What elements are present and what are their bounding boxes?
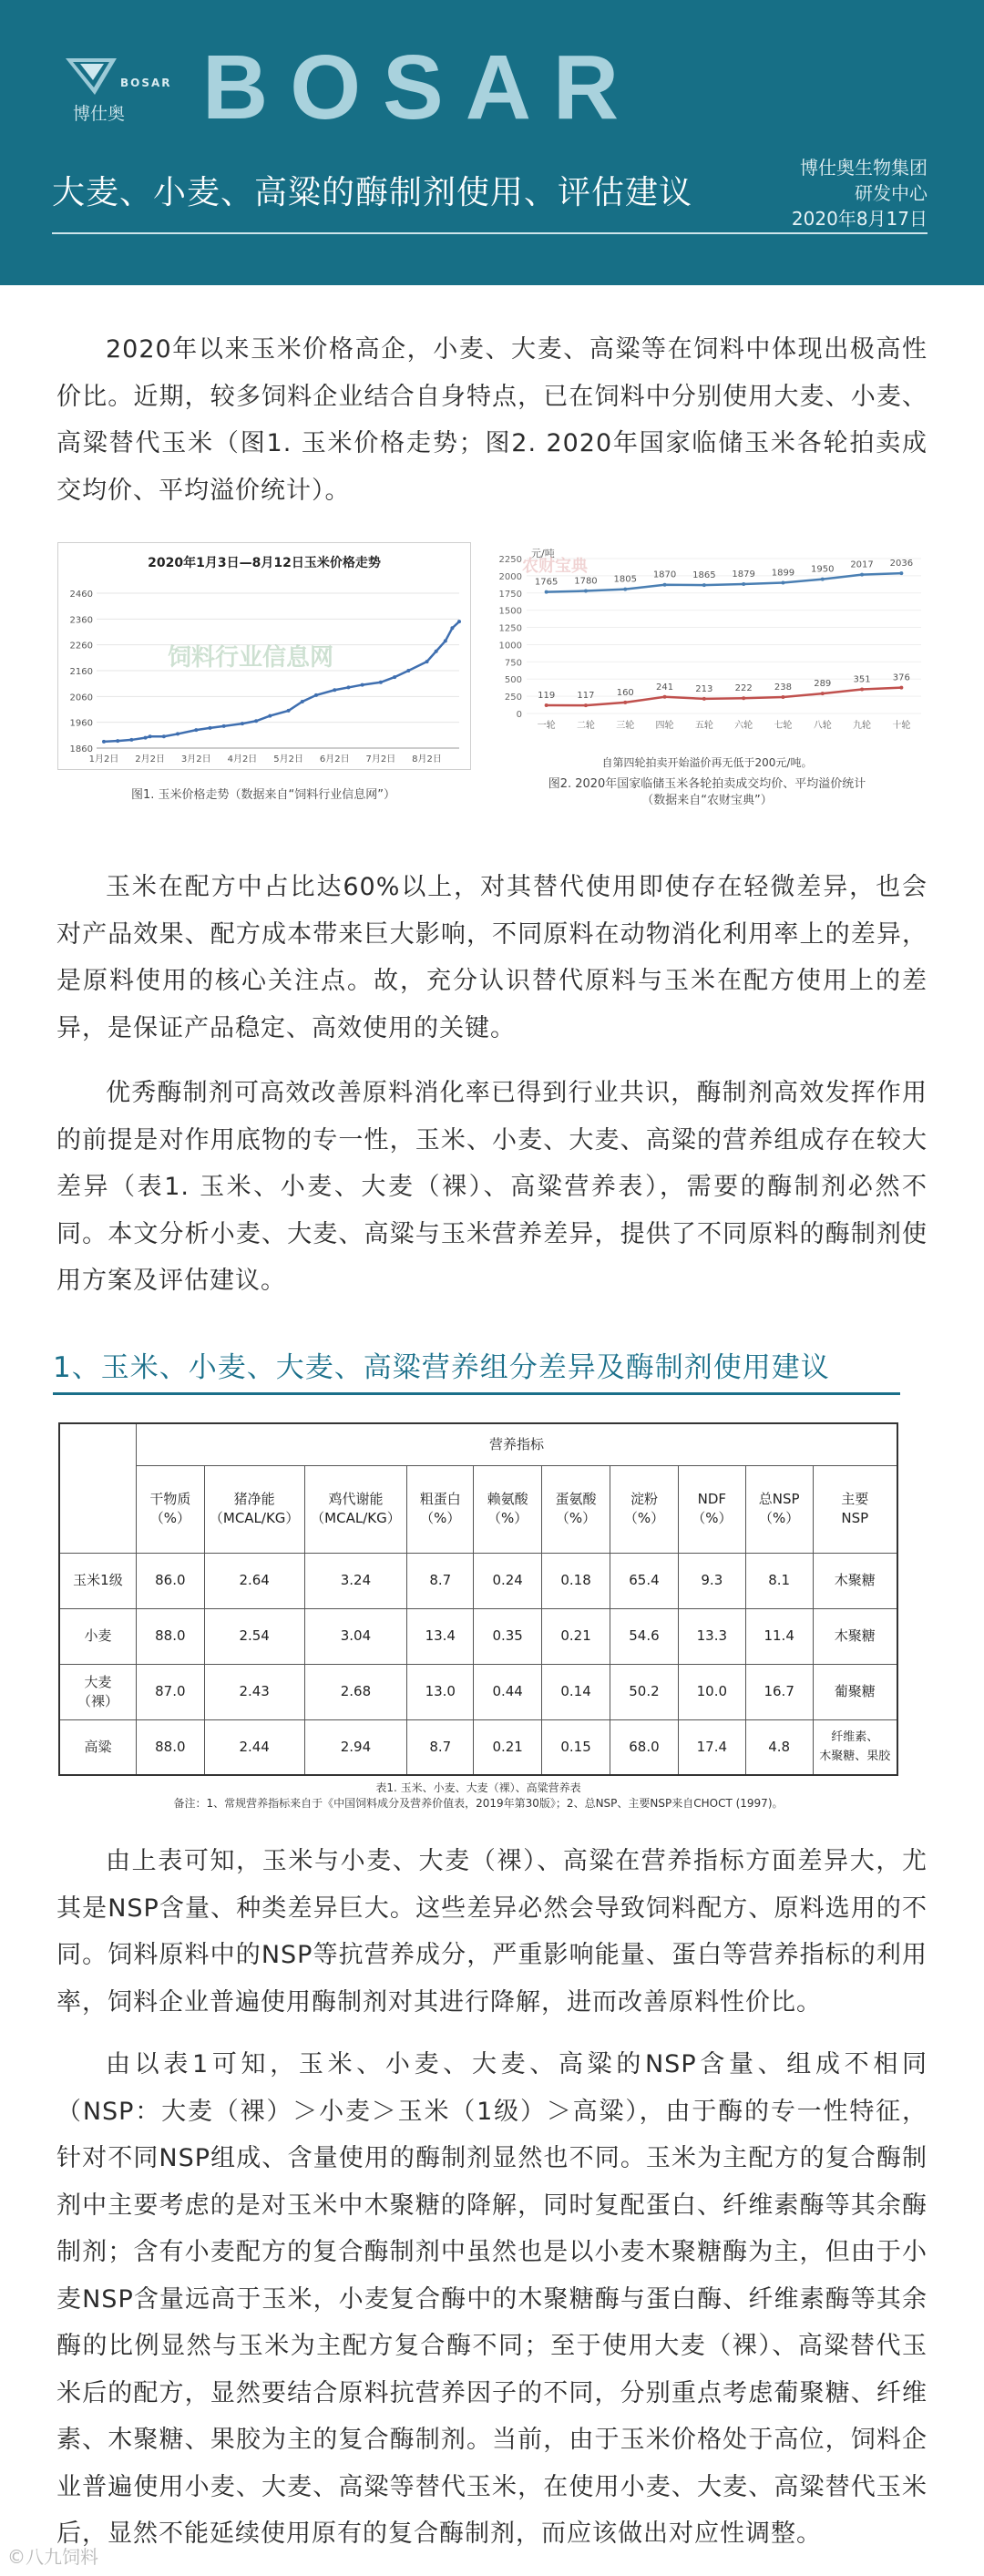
price-point <box>333 688 336 692</box>
brand-wordmark: BOSAR <box>202 36 641 139</box>
table-col-header: 主要 NSP <box>813 1465 897 1553</box>
y-tick-label: 1960 <box>69 718 93 729</box>
table-cell: 纤维素、 木聚糖、果胶 <box>813 1719 897 1775</box>
table-cell: 8.1 <box>745 1553 813 1608</box>
avg-price-point <box>623 588 627 591</box>
header-divider <box>52 232 928 234</box>
table-cell: 木聚糖 <box>813 1608 897 1664</box>
premium-point <box>663 695 667 699</box>
section-1-heading: 1、玉米、小麦、大麦、高粱营养组分差异及酶制剂使用建议 <box>53 1351 830 1384</box>
table-row <box>59 1553 897 1608</box>
table-note: 备注：1、常规营养指标来自于《中国饲料成分及营养价值表，2019年第30版》；2、总NSP、主要NSP来自CHOCT (1997)。 <box>173 1797 784 1810</box>
data-label: 351 <box>853 674 871 685</box>
table-group-header: 营养指标 <box>136 1423 897 1465</box>
org-name: 博仕奥生物集团 <box>800 157 928 179</box>
table-cell: 2.68 <box>304 1664 407 1719</box>
x-tick-label: 五轮 <box>694 721 713 731</box>
y-tick-label: 500 <box>504 675 522 686</box>
table-cell: 87.0 <box>136 1664 204 1719</box>
paragraph-3: 优秀酶制剂可高效改善原料消化率已得到行业共识，酶制剂高效发挥作用的前提是对作用底物的专一性，玉米、小麦、大麦、高粱的营养组成存在较大差异（表1. 玉米、小麦、大麦（裸）、高粱营养表），需要的酶制剂必然不同。本文分析小麦、大麦、高粱与玉米营养差异，提供了不同原料的酶制剂使用方案及评估建议。 <box>56 1079 928 1295</box>
price-point <box>287 709 291 713</box>
data-label: 2017 <box>850 559 874 570</box>
premium-point <box>584 703 588 707</box>
logo-mini-text: BOSAR <box>120 77 172 89</box>
table-row-label: 大麦 （裸） <box>59 1664 136 1719</box>
price-point <box>149 734 152 738</box>
x-tick-label: 十轮 <box>892 721 911 731</box>
table-col-header: 猪净能 （MCAL/KG） <box>204 1465 304 1553</box>
x-tick-label: 三轮 <box>616 721 635 731</box>
table-col-header: 赖氨酸 （%） <box>474 1465 542 1553</box>
table-cell: 88.0 <box>136 1608 204 1664</box>
x-tick-label: 六轮 <box>734 721 753 731</box>
table-col-header: 干物质 （%） <box>136 1465 204 1553</box>
table-col-header: 蛋氨酸 （%） <box>542 1465 610 1553</box>
y-tick-label: 2160 <box>69 667 93 677</box>
table-cell: 8.7 <box>407 1719 474 1775</box>
table-cell: 0.24 <box>474 1553 542 1608</box>
data-label: 1780 <box>574 576 598 587</box>
figure-1-watermark: 饲料行业信息网 <box>168 644 334 672</box>
table-cell: 9.3 <box>678 1553 745 1608</box>
figure-2-note: 自第四轮拍卖开始溢价再无低于200元/吨。 <box>601 756 813 769</box>
price-point <box>450 626 454 630</box>
y-tick-label: 2060 <box>69 693 93 703</box>
data-label: 160 <box>616 687 634 698</box>
nutrition-table <box>58 1422 898 1776</box>
org-dept: 研发中心 <box>855 182 928 204</box>
paragraph-2: 玉米在配方中占比达60%以上，对其替代使用即使存在轻微差异，也会对产品效果、配方成本带来巨大影响，不同原料在动物消化利用率上的差异，是原料使用的核心关注点。故，充分认识替代原料与玉米在配方使用上的差异，是保证产品稳定、高效使用的关键。 <box>56 873 928 1042</box>
x-tick-label: 四轮 <box>655 721 674 731</box>
avg-price-point <box>663 583 667 587</box>
avg-price-point <box>781 581 784 585</box>
price-point <box>406 669 410 672</box>
table-col-header: 粗蛋白 （%） <box>407 1465 474 1553</box>
avg-price-point <box>899 571 903 575</box>
figure-2-caption-2: （数据来自“农财宝典”） <box>641 794 773 807</box>
table-cell: 木聚糖 <box>813 1553 897 1608</box>
y-tick-label: 1750 <box>498 589 522 600</box>
data-label: 1899 <box>771 568 795 579</box>
table-cell: 11.4 <box>745 1608 813 1664</box>
price-point <box>361 683 364 687</box>
figure-2-auction <box>486 542 928 777</box>
logo-chinese-name: 博仕奥 <box>73 104 126 124</box>
figure-1-corn-price <box>57 542 471 770</box>
section-1-underline <box>53 1392 900 1395</box>
table-cell: 0.21 <box>474 1719 542 1775</box>
company-logo <box>64 53 200 135</box>
table-row-label: 玉米1级 <box>59 1553 136 1608</box>
price-point <box>102 740 106 744</box>
price-point <box>435 650 438 653</box>
premium-point <box>899 686 903 690</box>
figure-2-caption-1: 图2. 2020年国家临储玉米各轮拍卖成交均价、平均溢价统计 <box>548 777 866 791</box>
price-point <box>457 620 461 623</box>
price-point <box>116 739 119 743</box>
table-cell: 0.21 <box>542 1608 610 1664</box>
report-header <box>0 0 984 285</box>
y-tick-label: 250 <box>504 693 522 703</box>
price-point <box>241 722 244 725</box>
table-row <box>59 1608 897 1664</box>
table-cell: 50.2 <box>610 1664 679 1719</box>
price-point <box>194 728 198 732</box>
premium-point <box>860 687 864 691</box>
premium-point <box>742 696 745 700</box>
data-label: 1765 <box>534 577 559 588</box>
table-cell: 0.15 <box>542 1719 610 1775</box>
y-tick-label: 1500 <box>498 606 522 617</box>
figure-2-watermark: 农财宝典 <box>522 557 588 576</box>
y-tick-label: 2250 <box>498 555 522 565</box>
price-point <box>129 738 133 742</box>
data-label: 241 <box>656 682 674 693</box>
x-tick-label: 九轮 <box>853 721 872 731</box>
y-tick-label: 0 <box>516 710 522 720</box>
data-label: 2036 <box>889 559 914 570</box>
data-label: 213 <box>695 683 713 694</box>
table-cell: 0.44 <box>474 1664 542 1719</box>
data-label: 1879 <box>732 570 755 580</box>
table-cell: 88.0 <box>136 1719 204 1775</box>
x-tick-label: 8月2日 <box>412 754 442 765</box>
x-tick-label: 1月2日 <box>88 754 119 765</box>
y-tick-label: 1250 <box>498 623 522 634</box>
price-point <box>162 734 166 738</box>
data-label: 119 <box>538 691 556 702</box>
data-label: 1805 <box>613 574 637 585</box>
table-cell: 2.43 <box>204 1664 304 1719</box>
table-col-header: 鸡代谢能 （MCAL/KG） <box>304 1465 407 1553</box>
auction-price-chart <box>486 542 928 777</box>
data-label: 376 <box>892 672 910 683</box>
table-header-row <box>59 1465 897 1553</box>
table-body <box>59 1553 897 1775</box>
premium-point <box>702 697 706 701</box>
table-cell: 54.6 <box>610 1608 679 1664</box>
price-point <box>176 732 179 735</box>
table-cell: 3.24 <box>304 1553 407 1608</box>
price-point <box>314 693 318 697</box>
data-label: 117 <box>577 691 595 702</box>
premium-point <box>545 703 548 707</box>
y-tick-label: 750 <box>504 658 522 669</box>
y-tick-label: 2460 <box>69 590 93 600</box>
price-point <box>301 700 304 703</box>
table-cell: 68.0 <box>610 1719 679 1775</box>
y-axis-label: 元/吨 <box>531 548 555 559</box>
table-cell: 17.4 <box>678 1719 745 1775</box>
price-point <box>254 719 258 723</box>
table-cell: 3.04 <box>304 1608 407 1664</box>
table-cell: 0.35 <box>474 1608 542 1664</box>
footer-watermark: ©八九饲料 <box>7 2546 98 2568</box>
report-date: 2020年8月17日 <box>791 208 928 230</box>
price-point <box>208 726 211 730</box>
data-label: 222 <box>734 683 753 694</box>
table-cell: 4.8 <box>745 1719 813 1775</box>
table-cell: 16.7 <box>745 1664 813 1719</box>
price-point <box>444 639 447 642</box>
intro-paragraph: 2020年以来玉米价格高企，小麦、大麦、高粱等在饲料中体现出极高性价比。近期，较多饲料企业结合自身特点，已在饲料中分别使用大麦、小麦、高粱替代玉米（图1. 玉米价格走势；图2. 2020年国家临储玉米各轮拍卖成交均价、平均溢价统计）。 <box>56 335 928 505</box>
table-cell: 2.64 <box>204 1553 304 1608</box>
table-cell: 13.0 <box>407 1664 474 1719</box>
table-row-label: 高粱 <box>59 1719 136 1775</box>
chart-title: 2020年1月3日—8月12日玉米价格走势 <box>148 556 381 570</box>
avg-price-point <box>545 590 548 594</box>
x-tick-label: 6月2日 <box>319 754 350 765</box>
data-label: 1950 <box>811 564 835 575</box>
table-cell: 葡聚糖 <box>813 1664 897 1719</box>
table-cell: 2.44 <box>204 1719 304 1775</box>
table-row-label: 小麦 <box>59 1608 136 1664</box>
x-tick-label: 一轮 <box>537 721 556 731</box>
table-cell: 86.0 <box>136 1553 204 1608</box>
x-tick-label: 3月2日 <box>180 754 211 765</box>
wing-logo-icon <box>64 53 118 98</box>
table-cell: 10.0 <box>678 1664 745 1719</box>
x-tick-label: 5月2日 <box>273 754 303 765</box>
table-cell: 0.14 <box>542 1664 610 1719</box>
price-point <box>425 660 429 663</box>
data-label: 1865 <box>692 570 716 581</box>
table-cell: 2.94 <box>304 1719 407 1775</box>
paragraph-4: 由上表可知，玉米与小麦、大麦（裸）、高粱在营养指标方面差异大，尤其是NSP含量、种类差异巨大。这些差异必然会导致饲料配方、原料选用的不同。饲料原料中的NSP等抗营养成分，严重影响能量、蛋白等营养指标的利用率，饲料企业普遍使用酶制剂对其进行降解，进而改善原料性价比。 <box>56 1847 928 2017</box>
org-info <box>792 155 928 231</box>
table-cell: 8.7 <box>407 1553 474 1608</box>
avg-price-point <box>860 573 864 577</box>
table-col-header: NDF （%） <box>678 1465 745 1553</box>
x-tick-label: 4月2日 <box>227 754 258 765</box>
figure-1-caption: 图1. 玉米价格走势（数据来自“饲料行业信息网”） <box>130 788 395 802</box>
paragraph-5: 由以表1可知，玉米、小麦、大麦、高粱的NSP含量、组成不相同（NSP：大麦（裸）＞小麦＞玉米（1级）＞高粱），由于酶的专一性特征，针对不同NSP组成、含量使用的酶制剂显然也不同。玉米为主配方的复合酶制剂中主要考虑的是对玉米中木聚糖的降解，同时复配蛋白、纤维素酶等其余酶制剂；含有小麦配方的复合酶制剂中虽然也是以小麦木聚糖酶为主，但由于小麦NSP含量远高于玉米，小麦复合酶中的木聚糖酶与蛋白酶、纤维素酶等其余酶的比例显然与玉米为主配方复合酶不同；至于使用大麦（裸）、高粱替代玉米后的配方，显然要结合原料抗营养因子的不同，分别重点考虑葡聚糖、纤维素、木聚糖、果胶为主的复合酶制剂。当前，由于玉米价格处于高位，饲料企业普遍使用小麦、大麦、高粱等替代玉米，在使用小麦、大麦、高粱替代玉米后，显然不能延续使用原有的复合酶制剂，而应该做出对应性调整。 <box>56 2050 928 2548</box>
y-tick-label: 2360 <box>69 615 93 626</box>
avg-price-point <box>702 583 706 587</box>
price-point <box>379 681 383 684</box>
x-tick-label: 2月2日 <box>135 754 166 765</box>
table-corner-cell <box>59 1423 136 1553</box>
table-cell: 65.4 <box>610 1553 679 1608</box>
y-tick-label: 1860 <box>69 744 93 754</box>
price-point <box>268 714 272 718</box>
y-tick-label: 1000 <box>498 641 522 652</box>
table-cell: 2.54 <box>204 1608 304 1664</box>
page-title: 大麦、小麦、高粱的酶制剂使用、评估建议 <box>52 174 693 211</box>
table-col-header: 淀粉 （%） <box>610 1465 679 1553</box>
x-tick-label: 二轮 <box>576 721 595 731</box>
price-point <box>393 675 396 679</box>
x-tick-label: 7月2日 <box>365 754 396 765</box>
data-label: 1870 <box>652 570 677 580</box>
table-row <box>59 1664 897 1719</box>
price-point <box>222 724 226 728</box>
y-tick-label: 2000 <box>498 571 522 582</box>
x-tick-label: 七轮 <box>774 721 793 731</box>
avg-price-point <box>742 582 745 586</box>
premium-point <box>781 695 784 699</box>
premium-point <box>623 701 627 704</box>
table-col-header: 总NSP （%） <box>745 1465 813 1553</box>
avg-price-point <box>821 578 825 581</box>
table-cell: 0.18 <box>542 1553 610 1608</box>
data-label: 289 <box>814 679 832 690</box>
avg-price-point <box>584 590 588 593</box>
table-row <box>59 1719 897 1775</box>
x-tick-label: 八轮 <box>813 721 832 731</box>
table-cell: 13.4 <box>407 1608 474 1664</box>
price-point <box>346 685 350 689</box>
data-label: 238 <box>774 682 792 693</box>
table-caption: 表1. 玉米、小麦、大麦（裸）、高粱营养表 <box>375 1781 581 1794</box>
premium-point <box>821 692 825 695</box>
price-point <box>144 736 148 740</box>
table-cell: 13.3 <box>678 1608 745 1664</box>
y-tick-label: 2260 <box>69 641 93 652</box>
